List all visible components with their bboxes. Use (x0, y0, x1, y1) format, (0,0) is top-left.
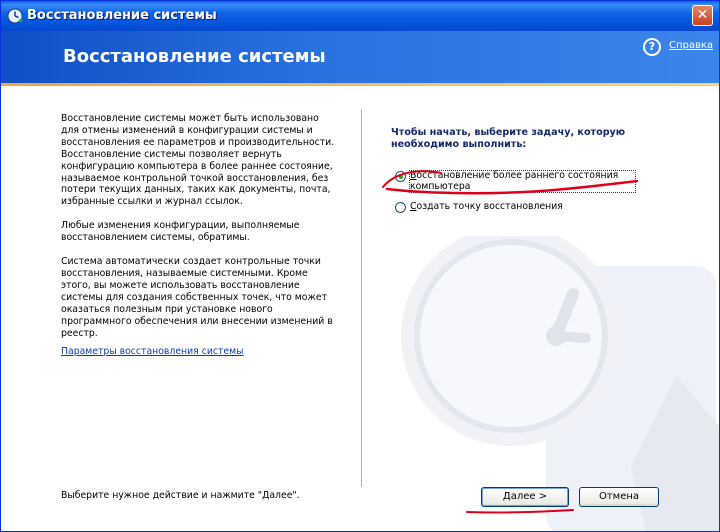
page-title: Восстановление системы (63, 46, 326, 67)
task-prompt: Чтобы начать, выберите задачу, которую необходимо выполнить: (391, 127, 626, 150)
close-icon: ✕ (696, 7, 709, 23)
option-mnemonic: В (410, 170, 417, 181)
help-link[interactable]: Справка (669, 40, 714, 51)
footer-instruction: Выберите нужное действие и нажмите "Далее". (61, 490, 300, 501)
red-annotation-marks (1, 1, 719, 531)
cancel-button[interactable]: Отмена (579, 487, 659, 507)
description-paragraph: Любые изменения конфигурации, выполняемые восстановлением системы, обратимы. (61, 220, 300, 244)
description-paragraph: Восстановление системы может быть использовано для отмены изменений в конфигурации системы и восстановления ее параметров и производительности. Восстановление системы позволяет вернуть конфигурацию компьютера в более раннее состояние, называемое контрольной точкой восстановления, без потери текущих данных, таких как документы, почта, избранные ссылки и журнал ссылок. (61, 113, 335, 208)
option-mnemonic: С (410, 201, 417, 212)
help-icon[interactable]: ? (643, 38, 661, 56)
next-label: алее > (510, 491, 548, 502)
description-paragraph: Система автоматически создает контрольные точки восстановления, называемые системными. Кроме этого, вы можете использовать восстановление системы для создания собственных точек, что может оказаться полезным при установке нового программного обеспечения или внесении изменений в реестр. (61, 256, 333, 339)
window-title: Восстановление системы (27, 8, 217, 23)
next-mnemonic: Д (502, 491, 511, 502)
option-label-rest: оздать точку восстановления (416, 201, 563, 212)
option-label-rest: осстановление более раннего состояния компьютера (410, 170, 619, 192)
restore-settings-link[interactable]: Параметры восстановления системы (61, 346, 244, 357)
